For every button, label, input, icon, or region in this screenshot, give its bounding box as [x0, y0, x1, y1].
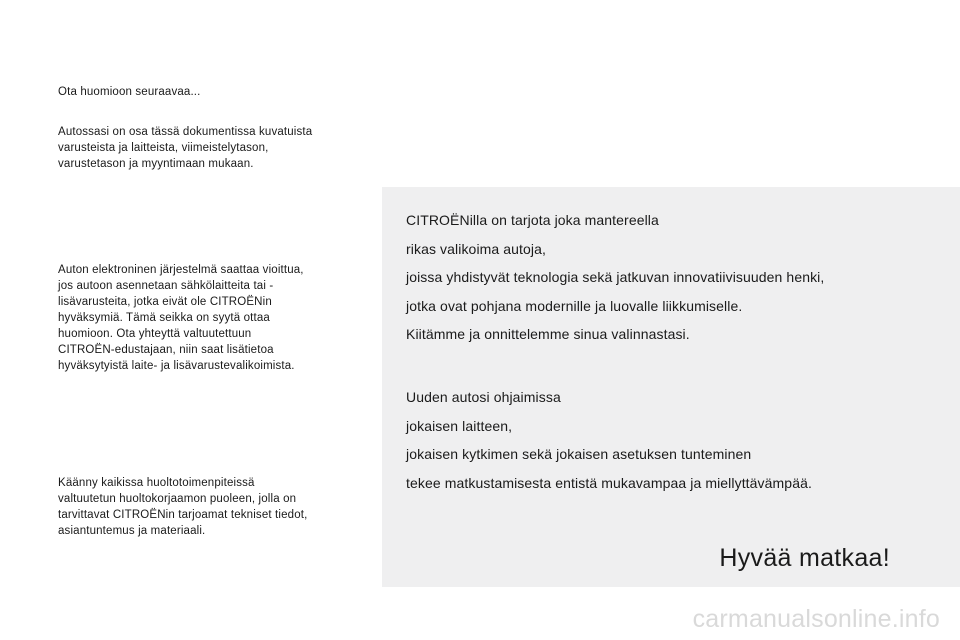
paragraph-line: hyväksymiä. Tämä seikka on syytä ottaa [58, 312, 270, 324]
welcome-paragraph [406, 206, 824, 349]
paragraph-line: jos autoon asennetaan sähkölaitteita tai - [58, 280, 274, 292]
closing-greeting: Hyvää matkaa! [719, 544, 890, 572]
paragraph-line: rikas valikoima autoja, [406, 240, 547, 257]
paragraph-line: varusteista ja laitteista, viimeistelytason, [58, 142, 269, 154]
intro-line: Ota huomioon seuraavaa... [58, 86, 201, 98]
paragraph-line: hyväksytyistä laite- ja lisävarustevalikoimista. [58, 360, 295, 372]
maintenance-paragraph [58, 475, 358, 539]
paragraph-line: Käänny kaikissa huoltotoimenpiteissä [58, 477, 255, 489]
paragraph-line: varustetason ja myyntimaan mukaan. [58, 158, 254, 170]
electronics-warning-paragraph [58, 262, 358, 374]
paragraph-line: CITROËNilla on tarjota joka mantereella [406, 212, 659, 228]
paragraph-line: tarvittavat CITROËNin tarjoamat tekniset tiedot, [58, 509, 308, 521]
paragraph-line: asiantuntemus ja materiaali. [58, 525, 206, 537]
paragraph-line: jokaisen kytkimen sekä jokaisen asetuksen tunteminen [406, 446, 752, 462]
paragraph-line: huomioon. Ota yhteyttä valtuutettuun [58, 328, 252, 340]
paragraph-line: jotka ovat pohjana modernille ja luovalle liikkumiselle. [406, 297, 743, 314]
paragraph-line: tekee matkustamisesta entistä mukavampaa ja miellyttävämpää. [406, 474, 812, 491]
paragraph-line: lisävarusteita, jotka eivät ole CITROËNin [58, 296, 272, 308]
controls-paragraph [406, 383, 812, 497]
paragraph-line: Kiitämme ja onnittelemme sinua valinnastasi. [406, 326, 690, 342]
paragraph-line: Autossasi on osa tässä dokumentissa kuvatuista [58, 126, 313, 138]
welcome-panel [382, 187, 960, 587]
paragraph-line: CITROËN-edustajaan, niin saat lisätietoa [58, 344, 274, 356]
paragraph-line: Uuden autosi ohjaimissa [406, 389, 561, 405]
paragraph-line: joissa yhdistyvät teknologia sekä jatkuvan innovatiivisuuden henki, [406, 269, 825, 285]
watermark-text: carmanualsonline.info [692, 605, 940, 633]
paragraph-line: valtuutetun huoltokorjaamon puoleen, jolla on [58, 493, 297, 505]
intro-text [58, 84, 358, 100]
equipment-paragraph [58, 124, 358, 172]
paragraph-line: jokaisen laitteen, [406, 417, 513, 434]
paragraph-line: Auton elektroninen järjestelmä saattaa vioittua, [58, 264, 304, 276]
